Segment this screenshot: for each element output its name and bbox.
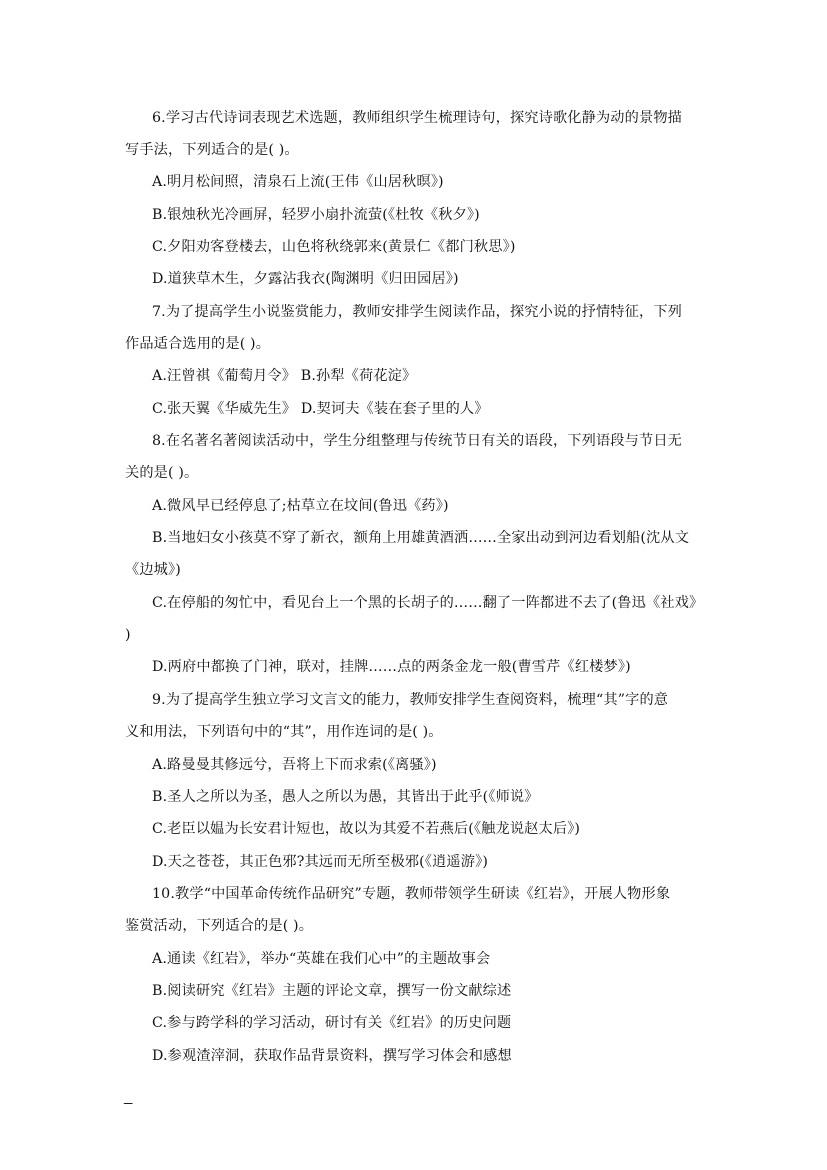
question-10-stem-line-2: 鉴赏活动，下列适合的是( )。 [125, 918, 314, 934]
question-8-option-d: D.两府中都换了门神，联对，挂牌……点的两条金龙一般(曹雪芹《红楼梦》) [152, 659, 631, 675]
question-7-stem-line-1: 7.为了提高学生小说鉴赏能力，教师安排学生阅读作品，探究小说的抒情特征，下列 [152, 304, 682, 320]
question-8-stem-line-1: 8.在名著名著阅读活动中，学生分组整理与传统节日有关的语段，下列语段与节日无 [152, 433, 682, 449]
question-8-option-b-line-2: 《边城》) [125, 562, 181, 578]
question-9-option-d: D.天之苍苍，其正色邪?其远而无所至极邪(《逍遥游》) [152, 854, 489, 870]
question-6-stem-line-1: 6.学习古代诗词表现艺术选题，教师组织学生梳理诗句，探究诗歌化静为动的景物描 [152, 110, 682, 126]
question-10-option-c: C.参与跨学科的学习活动，研讨有关《红岩》的历史问题 [152, 1015, 512, 1031]
question-10-option-a: A.通读《红岩》，举办“英雄在我们心中”的主题故事会 [152, 951, 491, 967]
question-6-option-d: D.道狭草木生，夕露沾我衣(陶渊明《归田园居》) [152, 271, 459, 287]
question-8-option-c-line-1: C.在停船的匆忙中，看见台上一个黑的长胡子的……翻了一阵都进不去了(鲁迅《社戏》 [152, 595, 704, 611]
question-9-stem-line-1: 9.为了提高学生独立学习文言文的能力，教师安排学生查阅资料，梳理“其”字的意 [152, 692, 669, 708]
question-7-stem-line-2: 作品适合选用的是( )。 [125, 336, 271, 352]
question-9-stem-line-2: 义和用法，下列语句中的“其”，用作连词的是( )。 [125, 724, 443, 740]
question-9-option-c: C.老臣以媪为长安君计短也，故以为其爱不若燕后(《触龙说赵太后》) [152, 821, 581, 837]
question-7-options-cd: C.张天翼《华威先生》 D.契诃夫《装在套子里的人》 [152, 401, 489, 417]
question-6-option-b: B.银烛秋光冷画屏，轻罗小扇扑流萤(《杜牧《秋夕》) [152, 207, 480, 223]
question-10-option-b: B.阅读研究《红岩》主题的评论文章，撰写一份文献综述 [152, 983, 512, 999]
question-6-option-c: C.夕阳劝客登楼去，山色将秋绕郭来(黄景仁《都门秋思》) [152, 239, 516, 255]
question-7-options-ab: A.汪曾祺《葡萄月令》 B.孙犁《荷花淀》 [152, 368, 417, 384]
question-6-option-a: A.明月松间照，清泉石上流(王伟《山居秋暝》) [152, 174, 444, 190]
question-8-option-a: A.微风早已经停息了;枯草立在坟间(鲁迅《药》) [152, 498, 449, 514]
question-9-option-a: A.路曼曼其修远兮，吾将上下而求索(《离骚》) [152, 757, 437, 773]
question-10-option-d: D.参观渣滓洞，获取作品背景资料，撰写学习体会和感想 [152, 1048, 512, 1064]
question-8-stem-line-2: 关的是( )。 [125, 465, 199, 481]
question-8-option-b-line-1: B.当地妇女小孩莫不穿了新衣，额角上用雄黄酒洒……全家出动到河边看划船(沈从文 [152, 530, 690, 546]
question-6-stem-line-2: 写手法，下列适合的是( )。 [125, 142, 299, 158]
question-9-option-b: B.圣人之所以为圣，愚人之所以为愚，其皆出于此乎(《师说》 [152, 789, 539, 805]
page-footer-mark: _ [124, 1088, 133, 1105]
question-10-stem-line-1: 10.教学“中国革命传统作品研究”专题，教师带领学生研读《红岩》，开展人物形象 [152, 886, 671, 902]
question-8-option-c-line-2: ) [125, 627, 131, 643]
